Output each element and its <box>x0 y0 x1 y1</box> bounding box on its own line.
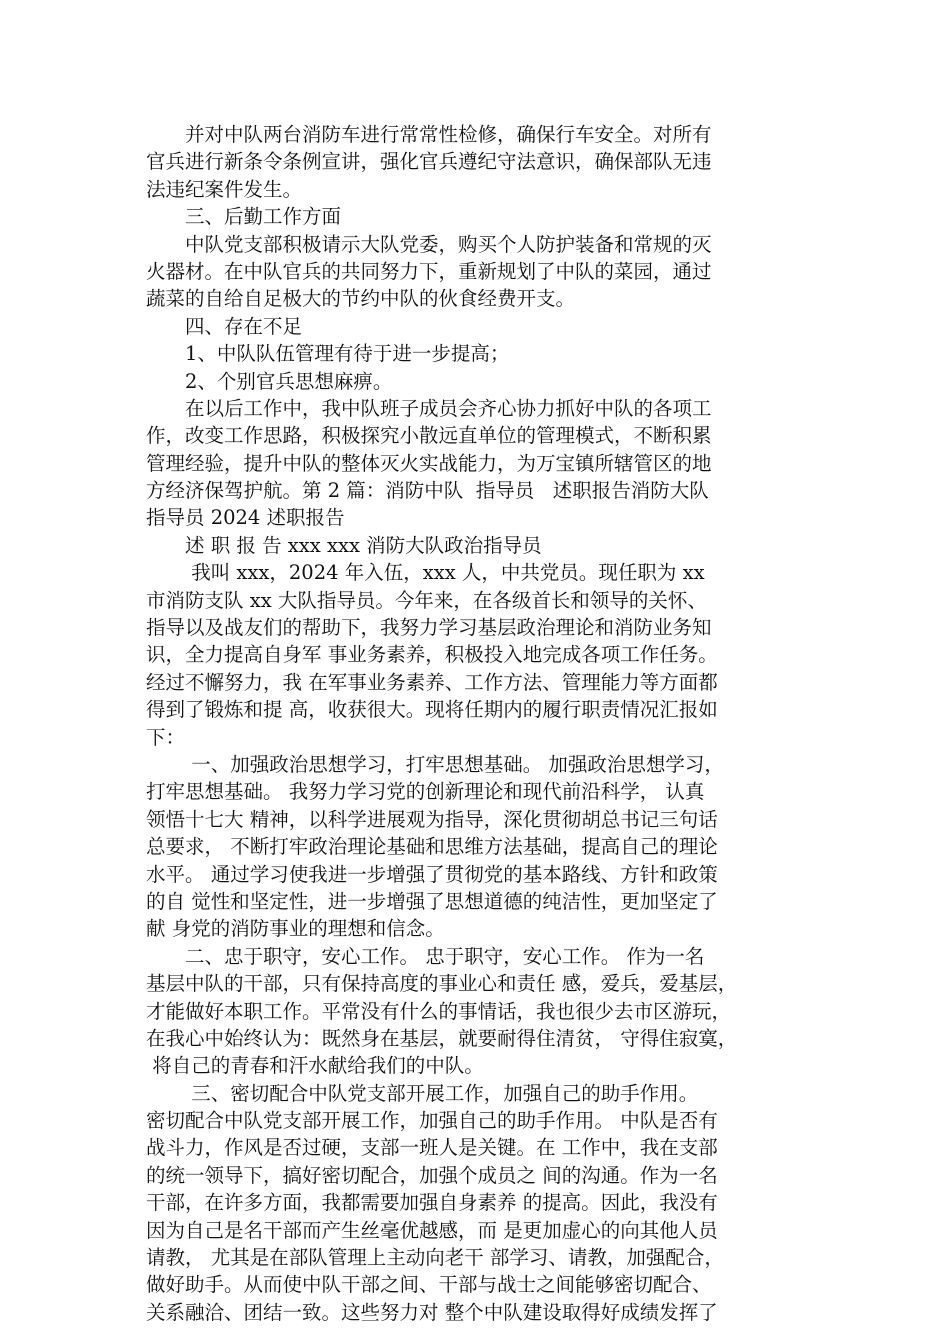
document-line: 因为自己是名干部而产生丝毫优越感，而 是更加虚心的向其他人员 <box>146 1218 718 1242</box>
document-line: 水平。 通过学习使我进一步增强了贯彻党的基本路线、方针和政策 <box>146 862 718 886</box>
document-line: 三、后勤工作方面 <box>146 205 342 229</box>
document-line: 在我心中始终认为：既然身在基层，就要耐得住清贫， 守得住寂寞， <box>146 1026 738 1050</box>
document-line: 领悟十七大 精神，以科学进展观为指导，深化贯彻胡总书记三句话 <box>146 807 718 831</box>
document-line: 将自己的青春和汗水献给我们的中队。 <box>146 1054 484 1078</box>
document-line: 方经济保驾护航。第 2 篇：消防中队 指导员 述职报告消防大队 <box>146 479 709 503</box>
document-line: 识，全力提高自身军 事业务素养，积极投入地完成各项工作任务。 <box>146 643 718 667</box>
document-line: 二、忠于职守，安心工作。 忠于职守，安心工作。 作为一名 <box>146 944 705 968</box>
document-line: 蔬菜的自给自足极大的节约中队的伙食经费开支。 <box>146 287 576 311</box>
document-line: 的自 觉性和坚定性，进一步增强了思想道德的纯洁性，更加坚定了 <box>146 889 718 913</box>
document-line: 下： <box>146 725 186 749</box>
document-line: 1、中队队伍管理有待于进一步提高； <box>146 342 510 366</box>
document-line: 中队党支部积极请示大队党委，购买个人防护装备和常规的灭 <box>146 232 712 256</box>
document-line: 四、存在不足 <box>146 314 303 338</box>
document-line: 指导员 2024 述职报告 <box>146 506 345 530</box>
document-line: 干部，在许多方面，我都需要加强自身素养 的提高。因此，我没有 <box>146 1191 718 1215</box>
document-line: 战斗力，作风是否过硬，支部一班人是关键。在 工作中，我在支部 <box>146 1136 718 1160</box>
document-line: 基层中队的干部，只有保持高度的事业心和责任 感，爱兵，爱基层， <box>146 972 738 996</box>
document-line: 指导以及战友们的帮助下，我努力学习基层政治理论和消防业务知 <box>146 616 712 640</box>
document-line: 得到了锻炼和提 高，收获很大。现将任期内的履行职责情况汇报如 <box>146 698 718 722</box>
document-line: 管理经验，提升中队的整体灭火实战能力，为万宝镇所辖管区的地 <box>146 451 712 475</box>
document-line: 总要求， 不断打牢政治理论基础和思维方法基础，提高自己的理论 <box>146 835 718 859</box>
document-line: 官兵进行新条令条例宣讲，强化官兵遵纪守法意识，确保部队无违 <box>146 150 712 174</box>
document-line: 请教， 尤其是在部队管理上主动向老干 部学习、请教，加强配合， <box>146 1246 724 1270</box>
document-line: 法违纪案件发生。 <box>146 177 303 201</box>
document-line: 火器材。在中队官兵的共同努力下，重新规划了中队的菜园，通过 <box>146 259 712 283</box>
document-line: 作，改变工作思路，积极探究小散远直单位的管理模式，不断积累 <box>146 424 712 448</box>
document-line: 的统一领导下，搞好密切配合，加强个成员之 间的沟通。作为一名 <box>146 1163 718 1187</box>
document-line: 经过不懈努力，我 在军事业务素养、工作方法、管理能力等方面都 <box>146 670 718 694</box>
document-line: 密切配合中队党支部开展工作，加强自己的助手作用。 中队是否有 <box>146 1109 718 1133</box>
document-line: 一、加强政治思想学习，打牢思想基础。 加强政治思想学习， <box>146 752 724 776</box>
document-line: 2、个别官兵思想麻痹。 <box>146 369 393 393</box>
document-line: 三、密切配合中队党支部开展工作，加强自己的助手作用。 <box>146 1081 699 1105</box>
document-line: 述 职 报 告 xxx xxx 消防大队政治指导员 <box>146 533 542 557</box>
document-line: 关系融洽、团结一致。这些努力对 整个中队建设取得好成绩发挥了 <box>146 1300 718 1324</box>
document-line: 才能做好本职工作。平常没有什么的事情话，我也很少去市区游玩， <box>146 999 732 1023</box>
document-line: 做好助手。从而使中队干部之间、干部与战士之间能够密切配合、 <box>146 1273 712 1297</box>
document-body <box>146 121 810 1326</box>
document-line: 献 身党的消防事业的理想和信念。 <box>146 917 445 941</box>
document-line: 在以后工作中，我中队班子成员会齐心协力抓好中队的各项工 <box>146 396 712 420</box>
document-line: 我叫 xxx，2024 年入伍，xxx 人，中共党员。现任职为 xx <box>146 561 705 585</box>
document-line: 打牢思想基础。 我努力学习党的创新理论和现代前沿科学， 认真 <box>146 780 705 804</box>
document-line: 市消防支队 xx 大队指导员。今年来，在各级首长和领导的关怀、 <box>146 588 707 612</box>
document-line: 并对中队两台消防车进行常常性检修，确保行车安全。对所有 <box>146 123 712 146</box>
